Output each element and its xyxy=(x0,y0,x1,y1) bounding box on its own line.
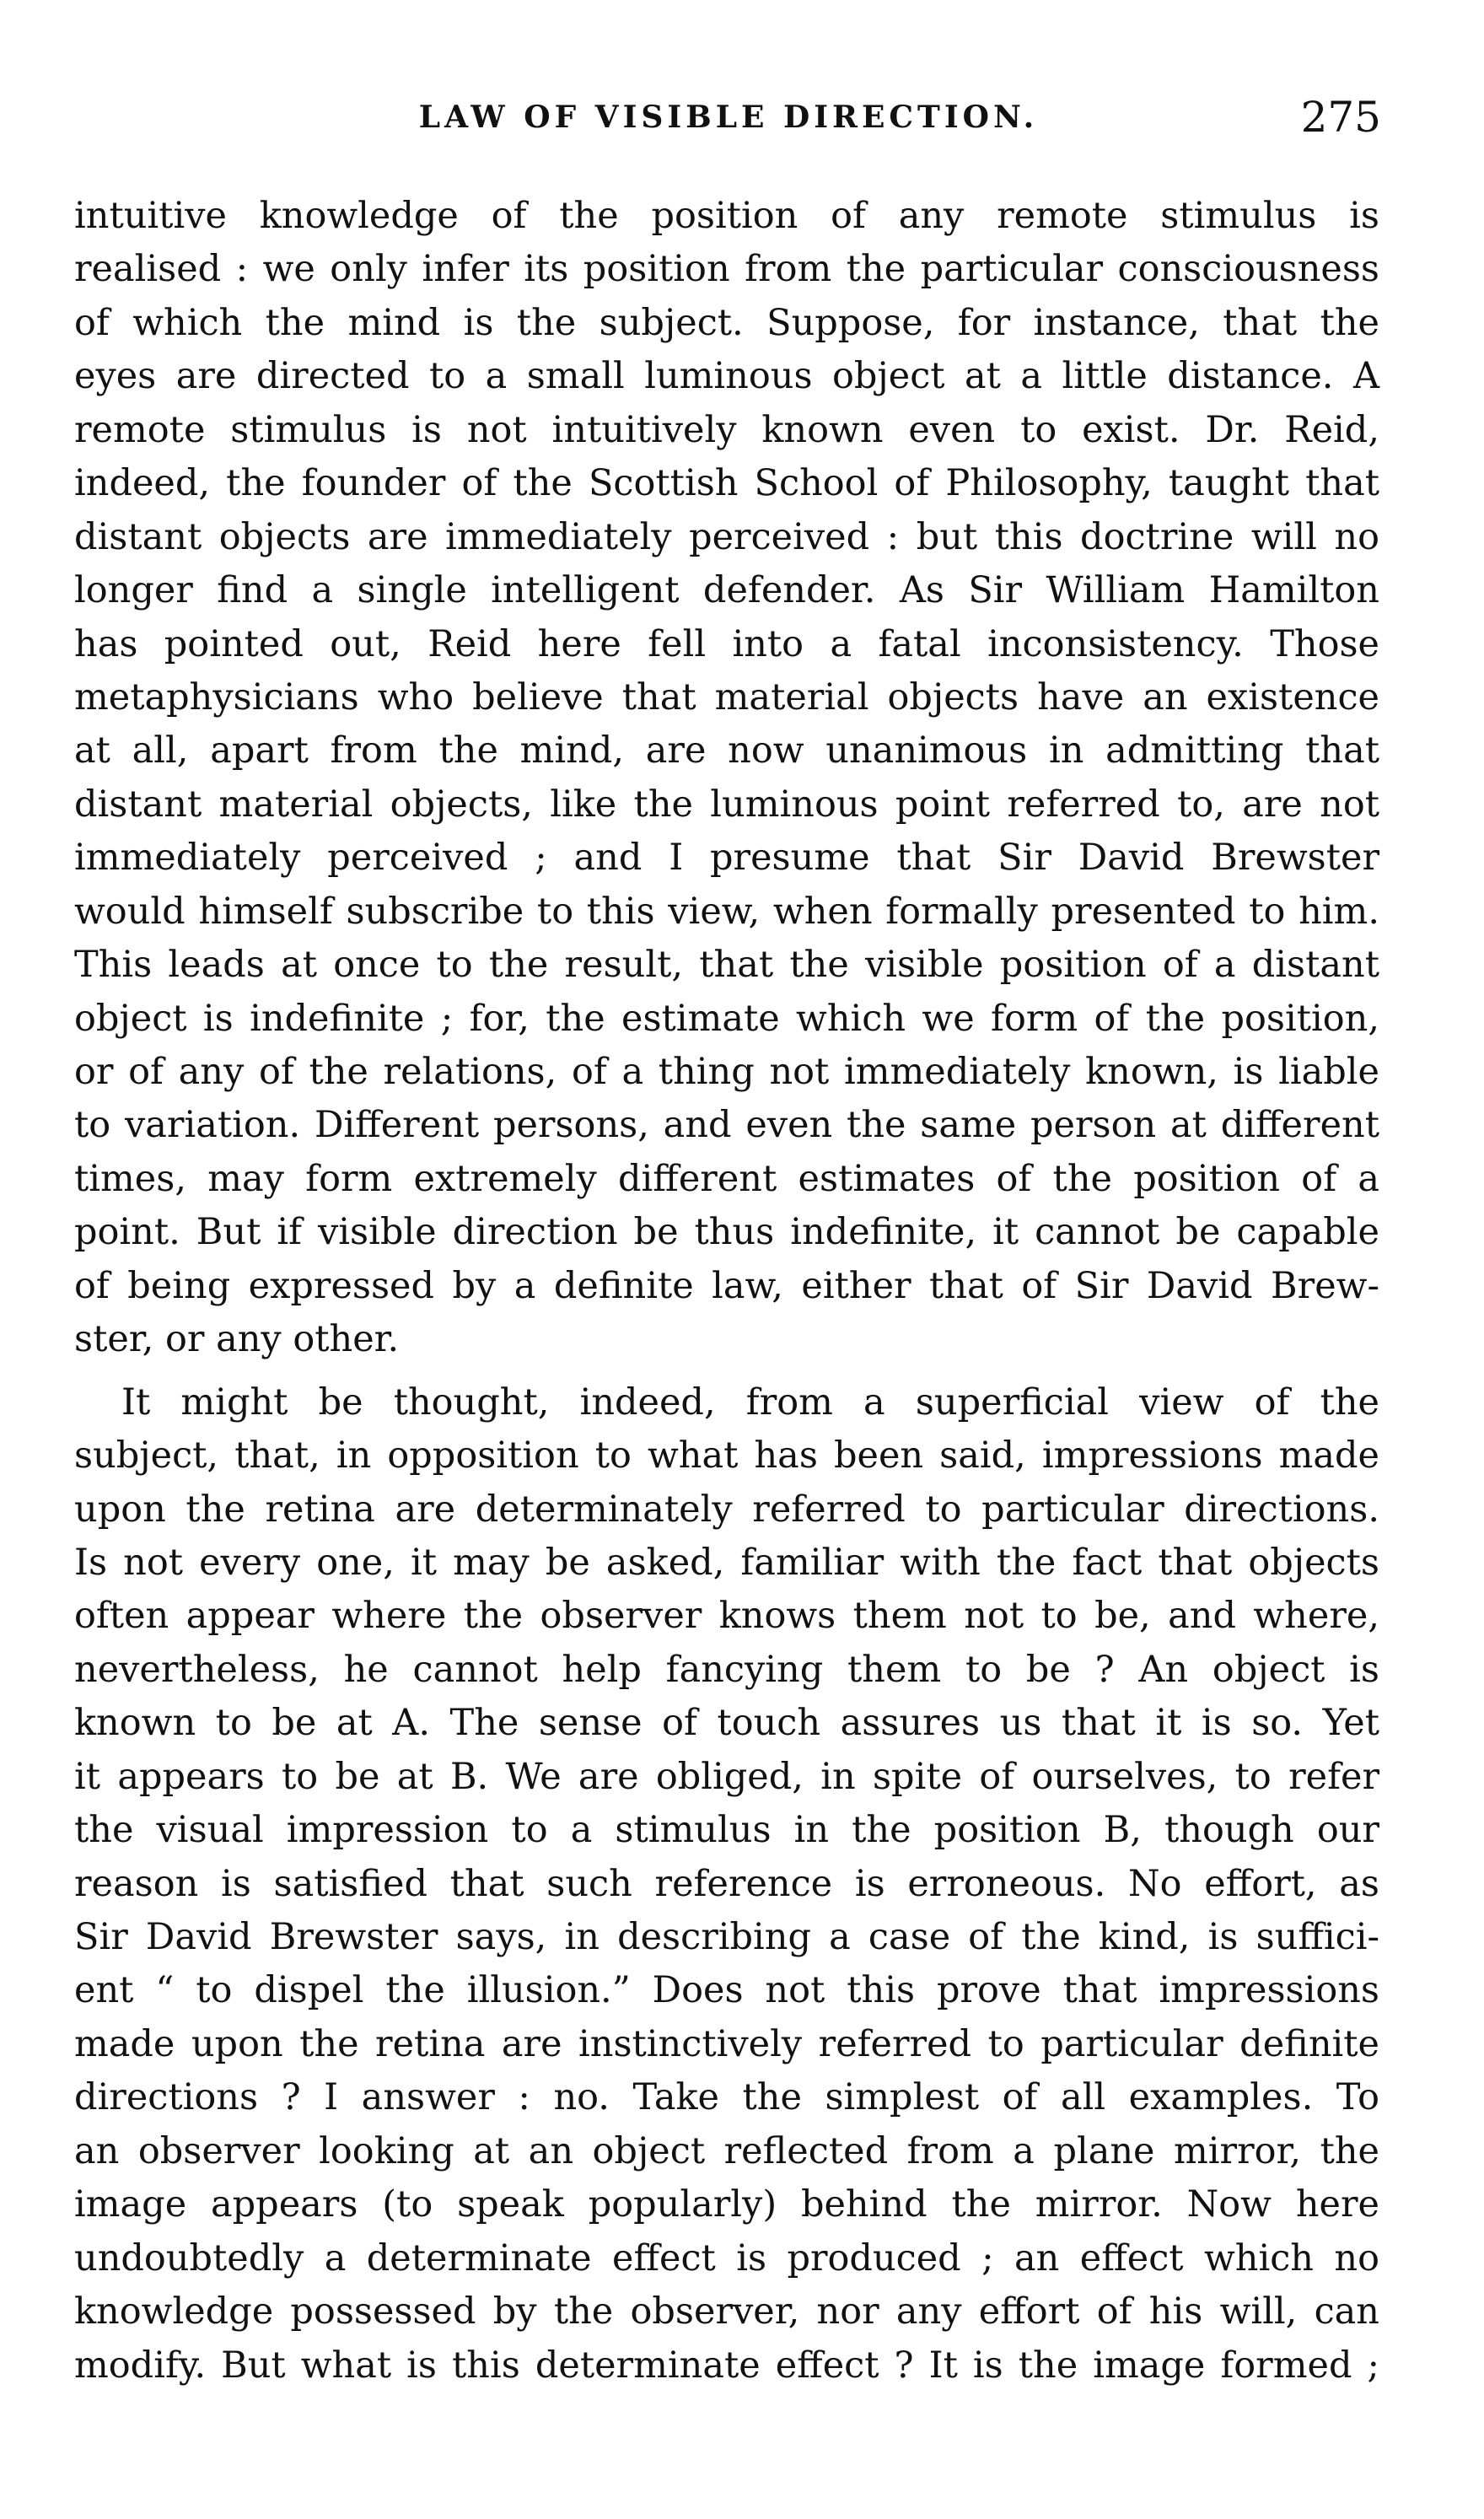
text-line: knowledge possessed by the observer, nor any effort of his will, can xyxy=(74,2290,1379,2333)
text-line: modify. But what is this determinate effect ? It is the image formed ; xyxy=(74,2344,1379,2387)
text-line: point. But if visible direction be thus indefinite, it cannot be capable xyxy=(74,1211,1379,1254)
text-line: longer find a single intelligent defender. As Sir William Hamilton xyxy=(74,569,1379,612)
text-line: intuitive knowledge of the position of any remote stimulus is xyxy=(74,195,1379,237)
text-line: has pointed out, Reid here fell into a fatal inconsistency. Those xyxy=(74,622,1379,665)
text-line: of which the mind is the subject. Suppose, for instance, that the xyxy=(74,301,1379,344)
text-line: known to be at A. The sense of touch assures us that it is so. Yet xyxy=(74,1702,1379,1745)
text-line: the visual impression to a stimulus in the position B, though our xyxy=(74,1809,1379,1852)
text-line: or of any of the relations, of a thing not immediately known, is liable xyxy=(74,1051,1379,1093)
text-line: an observer looking at an object reflected from a plane mirror, the xyxy=(74,2129,1379,2172)
text-line: would himself subscribe to this view, when formally presented to him. xyxy=(74,890,1379,933)
page-header xyxy=(76,93,1381,160)
text-line: made upon the retina are instinctively referred to particular definite xyxy=(74,2022,1379,2065)
text-line: eyes are directed to a small luminous object at a little distance. A xyxy=(74,355,1379,398)
text-line: ster, or any other. xyxy=(74,1318,400,1361)
text-line: times, may form extremely different estimates of the position of a xyxy=(74,1157,1379,1200)
text-line: Sir David Brewster says, in describing a case of the kind, is suffici- xyxy=(74,1916,1379,1958)
text-line: of being expressed by a definite law, either that of Sir David Brew- xyxy=(74,1264,1379,1307)
paragraph-1 xyxy=(74,190,1379,1367)
text-line: object is indefinite ; for, the estimate which we form of the position, xyxy=(74,997,1379,1040)
text-line: indeed, the founder of the Scottish School of Philosophy, taught that xyxy=(74,462,1379,505)
text-line: undoubtedly a determinate effect is produced ; an effect which no xyxy=(74,2236,1379,2279)
text-line: upon the retina are determinately referred to particular directions. xyxy=(74,1488,1379,1531)
paragraph-gap xyxy=(74,1367,1379,1376)
text-line: directions ? I answer : no. Take the simplest of all examples. To xyxy=(74,2076,1379,2119)
text-line: nevertheless, he cannot help fancying them to be ? An object is xyxy=(74,1648,1379,1691)
text-line: at all, apart from the mind, are now unanimous in admitting that xyxy=(74,729,1379,772)
text-line: reason is satisfied that such reference is erroneous. No effort, as xyxy=(74,1862,1379,1905)
text-line: subject, that, in opposition to what has been said, impressions made xyxy=(74,1434,1379,1477)
text-line: ent “ to dispel the illusion.” Does not this prove that impressions xyxy=(74,1969,1379,2012)
text-line: distant material objects, like the luminous point referred to, are not xyxy=(74,783,1379,826)
paragraph-2 xyxy=(74,1376,1379,2393)
text-line: image appears (to speak popularly) behind the mirror. Now here xyxy=(74,2183,1379,2226)
body-text xyxy=(74,190,1379,2393)
text-line: remote stimulus is not intuitively known even to exist. Dr. Reid, xyxy=(74,408,1379,451)
text-line: metaphysicians who believe that material objects have an existence xyxy=(74,676,1379,719)
text-line: Is not every one, it may be asked, familiar with the fact that objects xyxy=(74,1541,1379,1584)
running-title: LAW OF VISIBLE DIRECTION. xyxy=(418,100,1039,135)
text-line: immediately perceived ; and I presume that Sir David Brewster xyxy=(74,837,1379,880)
text-line: This leads at once to the result, that the visible position of a distant xyxy=(74,944,1379,987)
text-line: It might be thought, indeed, from a superficial view of the xyxy=(121,1381,1379,1424)
page-number: 275 xyxy=(1300,93,1381,142)
text-line: realised : we only infer its position from the particular consciousness xyxy=(74,248,1379,291)
text-line: distant objects are immediately perceived : but this doctrine will no xyxy=(74,515,1379,558)
text-line: often appear where the observer knows them not to be, and where, xyxy=(74,1595,1379,1638)
text-line: it appears to be at B. We are obliged, in spite of ourselves, to refer xyxy=(74,1755,1379,1798)
text-line: to variation. Different persons, and even the same person at different xyxy=(74,1104,1379,1147)
